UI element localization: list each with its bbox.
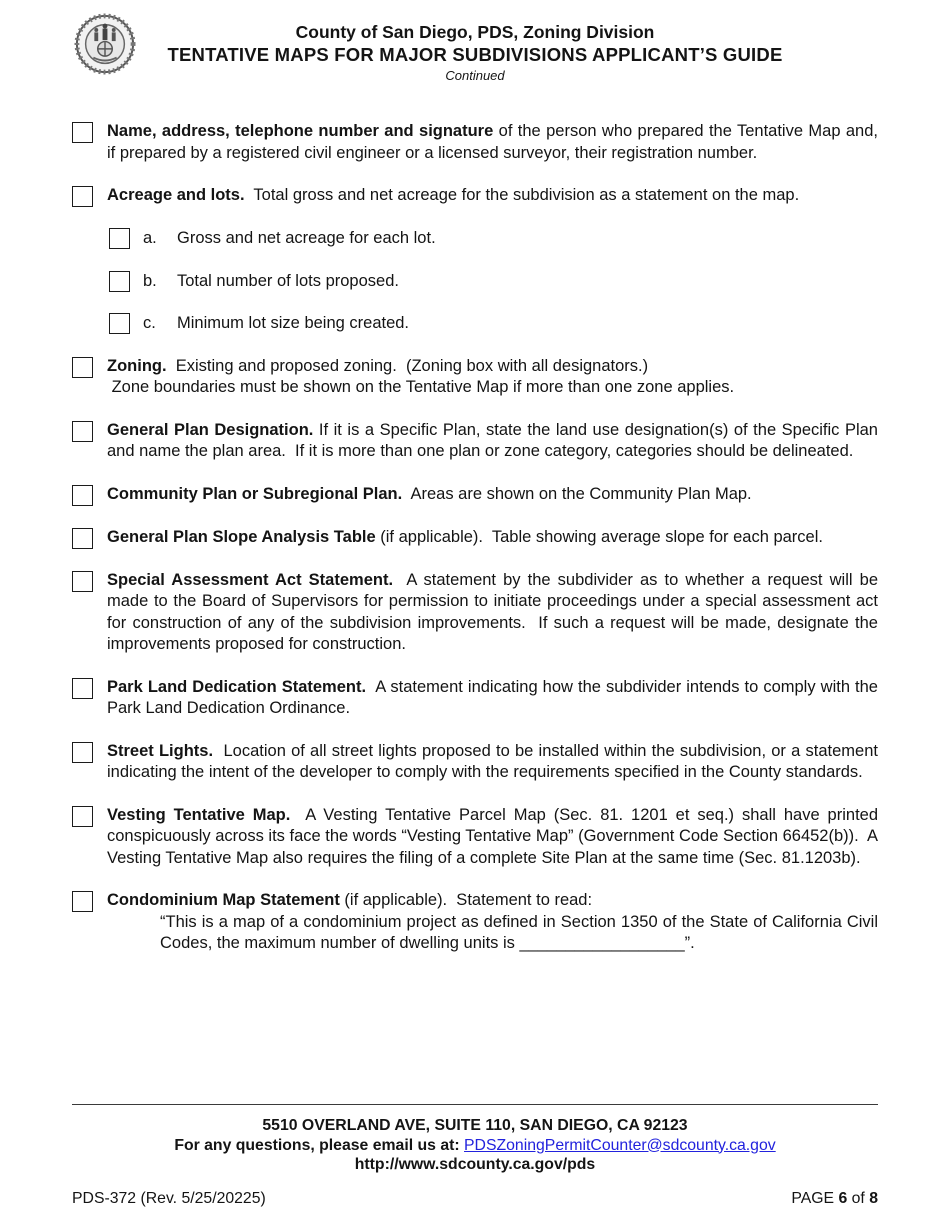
header-title: TENTATIVE MAPS FOR MAJOR SUBDIVISIONS APPLICANT’S GUIDE bbox=[167, 44, 783, 65]
checkbox[interactable] bbox=[109, 271, 130, 292]
footer-form-number: PDS-372 (Rev. 5/25/20225) bbox=[72, 1189, 266, 1207]
checklist-item-text bbox=[107, 420, 883, 463]
subitem-text: Gross and net acreage for each lot. bbox=[177, 229, 436, 247]
item-lead-label: Community Plan or Subregional Plan. bbox=[107, 484, 403, 503]
item-body-text: Location of all street lights proposed to be installed within the subdivision, or a statement indicating the intent of the developer to comply with the requirements specified in the County standards. bbox=[107, 741, 883, 781]
checklist-item bbox=[72, 484, 878, 506]
checklist-item bbox=[72, 805, 883, 870]
checklist-item-text bbox=[107, 805, 883, 870]
checklist-item-text bbox=[107, 121, 883, 164]
footer-divider bbox=[72, 1104, 878, 1105]
footer-address: 5510 OVERLAND AVE, SUITE 110, SAN DIEGO, CA 92123 bbox=[262, 1117, 688, 1134]
header-org-line: County of San Diego, PDS, Zoning Division bbox=[295, 22, 655, 42]
item-lead-label: Name, address, telephone number and signature bbox=[107, 122, 494, 140]
checklist-subitem bbox=[109, 271, 878, 293]
checklist-item bbox=[72, 121, 883, 164]
item-body-text: of the person who prepared the Tentative Map and, if prepared by a registered civil engineer or a licensed surveyor, their registration number. bbox=[107, 122, 883, 162]
checklist-item-text bbox=[107, 741, 883, 784]
checkbox[interactable] bbox=[72, 421, 93, 442]
item-body-text: A statement by the subdivider as to whether a request will be made to the Board of Supervisors for permission to initiate proceedings under a special assessment act for construction of any of the subdivision improvements. If such a request will be made, designate the improvements proposed for construction. bbox=[107, 570, 883, 653]
checklist-item-text bbox=[107, 677, 883, 720]
checklist-item-text bbox=[107, 890, 883, 955]
item-body-text: Existing and proposed zoning. (Zoning box with all designators.) bbox=[166, 356, 649, 375]
checkbox[interactable] bbox=[72, 485, 93, 506]
checkbox[interactable] bbox=[72, 891, 93, 912]
page-header bbox=[0, 0, 950, 84]
checkbox[interactable] bbox=[109, 228, 130, 249]
checkbox[interactable] bbox=[72, 528, 93, 549]
checklist bbox=[72, 84, 883, 955]
item-body-text: (if applicable). Statement to read: bbox=[339, 891, 593, 909]
checklist-item-text bbox=[107, 527, 878, 549]
checkbox[interactable] bbox=[72, 806, 93, 827]
subitem-text: Minimum lot size being created. bbox=[177, 314, 410, 332]
checklist-subitem bbox=[109, 228, 878, 250]
item-lead-label: General Plan Slope Analysis Table bbox=[107, 527, 376, 546]
footer-page-indicator bbox=[791, 1190, 878, 1208]
checkbox[interactable] bbox=[72, 357, 93, 378]
checklist-item bbox=[72, 420, 883, 463]
subitem-letter: b. bbox=[143, 271, 157, 290]
item-body-text: A statement indicating how the subdivider intends to comply with the Park Land Dedication Ordinance. bbox=[107, 677, 883, 717]
item-lead-label: Park Land Dedication Statement. bbox=[107, 677, 367, 696]
checkbox[interactable] bbox=[72, 122, 93, 143]
page-word: PAGE bbox=[791, 1189, 839, 1207]
item-body-text: If it is a Specific Plan, state the land use designation(s) of the Specific Plan and name the plan area. If it is more than one plan or zone category, categories should be delineated. bbox=[107, 420, 883, 460]
checklist-item-text bbox=[107, 356, 878, 399]
item-lead-label: Acreage and lots. bbox=[107, 186, 245, 204]
checklist-item bbox=[72, 890, 883, 955]
checkbox[interactable] bbox=[72, 186, 93, 207]
footer-email-link[interactable]: PDSZoningPermitCounter@sdcounty.ca.gov bbox=[464, 1136, 776, 1154]
item-body-text: Total gross and net acreage for the subdivision as a statement on the map. bbox=[244, 186, 800, 204]
checklist-item-text bbox=[107, 185, 878, 207]
subitem-text: Total number of lots proposed. bbox=[177, 271, 399, 290]
item-body-text: A Vesting Tentative Parcel Map (Sec. 81. 1201 et seq.) shall have printed conspicuously across its face the words “Vesting Tentative Map” (Government Code Section 66452(b)). A Vesting Tentative Map also requires the filing of a complete Site Plan at the same time (Sec. 81.1203b). bbox=[107, 805, 883, 867]
subitem-letter: c. bbox=[143, 314, 156, 332]
checklist-item bbox=[72, 677, 883, 720]
item-lead-label: Zoning. bbox=[107, 356, 167, 375]
page-current: 6 bbox=[838, 1189, 848, 1207]
footer-questions-line bbox=[72, 1136, 878, 1156]
checklist-item-text bbox=[107, 484, 878, 506]
header-continued-label: Continued bbox=[445, 68, 505, 83]
of-word: of bbox=[847, 1189, 870, 1207]
footer-questions-label: For any questions, please email us at: bbox=[174, 1136, 465, 1154]
page-footer bbox=[72, 1104, 878, 1208]
statement-quote-text: “This is a map of a condominium project as defined in Section 1350 of the State of California Civil Codes, the maximum number of dwelling units is __________________”. bbox=[160, 912, 883, 952]
subitem-letter: a. bbox=[143, 229, 157, 247]
checklist-item bbox=[72, 185, 878, 207]
checklist-item bbox=[72, 741, 883, 784]
checklist-item bbox=[72, 570, 883, 656]
checkbox[interactable] bbox=[109, 313, 130, 334]
item-body-text: (if applicable). Table showing average slope for each parcel. bbox=[375, 527, 823, 546]
item-second-line: Zone boundaries must be shown on the Tentative Map if more than one zone applies. bbox=[107, 378, 735, 396]
checklist-item bbox=[72, 356, 878, 399]
footer-website: http://www.sdcounty.ca.gov/pds bbox=[354, 1156, 596, 1173]
item-body-text: Areas are shown on the Community Plan Map. bbox=[402, 484, 752, 503]
item-lead-label: Special Assessment Act Statement. bbox=[107, 570, 394, 589]
checkbox[interactable] bbox=[72, 742, 93, 763]
checklist-item-text bbox=[107, 570, 883, 656]
item-lead-label: General Plan Designation. bbox=[107, 420, 314, 439]
checkbox[interactable] bbox=[72, 678, 93, 699]
county-seal-icon bbox=[74, 13, 136, 75]
checklist-item bbox=[72, 527, 878, 549]
item-lead-label: Street Lights. bbox=[107, 741, 214, 760]
item-lead-label: Condominium Map Statement bbox=[107, 891, 340, 909]
checklist-subitem bbox=[109, 313, 878, 335]
item-lead-label: Vesting Tentative Map. bbox=[107, 805, 291, 824]
checkbox[interactable] bbox=[72, 571, 93, 592]
page-total: 8 bbox=[869, 1189, 878, 1207]
